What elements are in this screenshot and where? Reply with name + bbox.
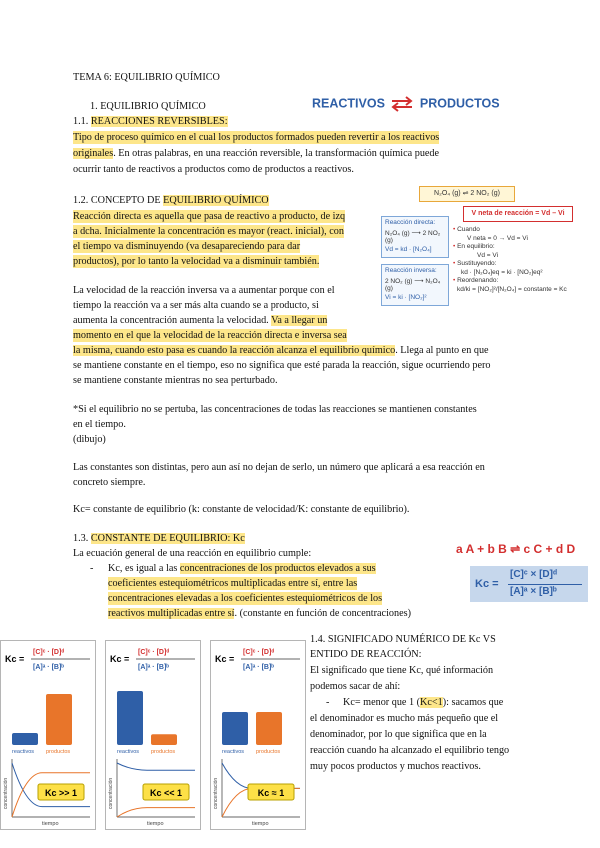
bar-label-productos: productos bbox=[151, 749, 176, 755]
panel-kc-numerator: [C]ᶜ · [D]ᵈ bbox=[138, 649, 170, 656]
kc-item-line-1 bbox=[108, 562, 376, 575]
panel-kc-label: Kc = bbox=[5, 654, 25, 664]
net-rate-box: V neta de reacción = Vd – Vi bbox=[463, 206, 573, 222]
p2-line-5-tail: . Llega al punto en que bbox=[395, 345, 489, 356]
bar-label-productos: productos bbox=[46, 749, 71, 755]
panel-kc-denominator: [A]ᵃ · [B]ᵇ bbox=[243, 664, 275, 671]
section-1-1-title: REACCIONES REVERSIBLES: bbox=[90, 116, 228, 127]
plot-y-label: concentración bbox=[108, 777, 114, 809]
kc-denominator: [A]ᵃ × [B]ᵇ bbox=[510, 586, 557, 597]
reversible-arrows-icon bbox=[390, 96, 414, 112]
kc-panel-3 bbox=[210, 640, 306, 830]
section-1-2-prefix: 1.2. CONCEPTO DE bbox=[73, 195, 164, 206]
kc-item-hl-1: concentraciones de los productos elevados a sus bbox=[179, 563, 376, 574]
panel-kc-numerator: [C]ᶜ · [D]ᵈ bbox=[243, 649, 275, 656]
p1-line-2: a dcha. Inicialmente la concentración es mayor (react. inicial), con bbox=[73, 226, 344, 237]
p1-line-3: el tiempo va disminuyendo (va desapareciendo para dar bbox=[73, 241, 301, 252]
step-1-label: Cuando bbox=[457, 226, 480, 233]
s4-bullet-line bbox=[343, 696, 503, 709]
s4-rest-1: el denominador es mucho más pequeño que el bbox=[310, 713, 499, 724]
kc-badge-label: Kc << 1 bbox=[149, 788, 183, 798]
panel-kc-label: Kc = bbox=[215, 654, 235, 664]
banner-reactivos: REACTIVOS bbox=[312, 96, 385, 111]
p2-line-3-text: aumenta la concentración aumenta la velocidad. bbox=[73, 315, 272, 326]
section-1-3-intro: La ecuación general de una reacción en equilibrio cumple: bbox=[73, 548, 312, 559]
page-title: TEMA 6: EQUILIBRIO QUÍMICO bbox=[73, 72, 220, 83]
p3-line-2: concreto siempre. bbox=[73, 477, 146, 488]
kc-panel-1 bbox=[0, 640, 96, 830]
kc-panel-1-svg bbox=[0, 640, 96, 830]
step-1-eq: V neta = 0 → Vd = Vi bbox=[467, 234, 528, 242]
bar-reactivos bbox=[12, 733, 38, 745]
kc-item-line-4 bbox=[108, 607, 411, 620]
section-1-1-number: 1.1. bbox=[73, 116, 91, 127]
s4-b1-start: Kc= menor que 1 ( bbox=[343, 697, 421, 708]
general-equation: a A + b B ⇌ c C + d D bbox=[456, 542, 576, 556]
section-1-1-line-2-rest: . En otras palabras, en una reacción reversible, la transformación química puede bbox=[113, 148, 440, 159]
p2-line-4: momento en el que la velocidad de la reacción directa e inversa sea bbox=[73, 330, 347, 341]
panel-kc-denominator: [A]ᵃ · [B]ᵇ bbox=[138, 664, 170, 671]
section-1-1-line-3: ocurrir tanto de reactivos a productos como de productos a reactivos. bbox=[73, 164, 354, 175]
s4-rest-4: muy pocos productos y muchos reactivos. bbox=[310, 761, 481, 772]
step-3-eq: kd · [N₂O₄]eq = ki · [NO₂]eq² bbox=[461, 268, 543, 276]
plot-y-label: concentración bbox=[213, 777, 219, 809]
direct-title: Reacción directa: bbox=[385, 219, 436, 226]
section-1-3-bullet: - bbox=[90, 563, 94, 574]
p2-line-3-hl: Va a llegar un bbox=[271, 315, 328, 326]
step-3: • Sustituyendo: bbox=[453, 260, 497, 267]
bar-productos bbox=[256, 712, 282, 745]
section-1-4-head-2: ENTIDO DE REACCIÓN: bbox=[310, 649, 422, 660]
bar-productos bbox=[46, 694, 72, 745]
bar-label-reactivos: reactivos bbox=[117, 749, 140, 755]
direct-reaction: N₂O₄ (g) ⟶ 2 NO₂ (g) bbox=[385, 230, 441, 244]
plot-x-label: tiempo bbox=[147, 821, 164, 827]
section-1-1-heading bbox=[73, 115, 228, 128]
note-line-1: *Si el equilibrio no se pertuba, las concentraciones de todas las reacciones se mantienen constantes bbox=[73, 404, 477, 415]
kc-formula-box bbox=[470, 566, 588, 602]
kc-panel-3-svg bbox=[210, 640, 306, 830]
s4-rest-3: reacción cuando ha alcanzado el equilibrio tengo bbox=[310, 745, 510, 756]
step-4: • Reordenando: bbox=[453, 277, 499, 284]
step-2-label: En equilibrio: bbox=[457, 243, 495, 250]
section-1-2-heading bbox=[73, 194, 269, 207]
s4-p-line-2: podemos sacar de ahí: bbox=[310, 681, 401, 692]
kc-item-line-2: coeficientes estequiométricos multiplicadas entre sí, entre las bbox=[108, 578, 358, 589]
section-1-3-heading bbox=[73, 532, 245, 545]
section-1-heading: 1. EQUILIBRIO QUÍMICO bbox=[90, 101, 206, 112]
kc-panel-2 bbox=[105, 640, 201, 830]
bar-reactivos bbox=[222, 712, 248, 745]
s4-b1-end: ): sacamos que bbox=[442, 697, 504, 708]
kinetics-steps bbox=[453, 226, 587, 294]
section-1-3-prefix: 1.3. bbox=[73, 533, 91, 544]
direct-reaction-box bbox=[381, 216, 449, 258]
inverse-reaction: 2 NO₂ (g) ⟶ N₂O₄ (g) bbox=[385, 278, 441, 292]
kc-numerator: [C]ᶜ × [D]ᵈ bbox=[510, 569, 557, 580]
section-1-3-title: CONSTANTE DE EQUILIBRIO: Kc bbox=[90, 533, 245, 544]
step-4-eq: kd/ki = [NO₂]²/[N₂O₄] = constante = Kc bbox=[457, 285, 567, 293]
p2-line-6: se mantiene constante en el tiempo, eso no significa que esté parada la reacción, sigue ocurriendo pero bbox=[73, 360, 491, 371]
s4-bullet: - bbox=[326, 697, 330, 708]
note-line-2: en el tiempo. bbox=[73, 419, 126, 430]
reactivos-productos-banner bbox=[312, 96, 500, 112]
kc-item-line-3: concentraciones elevadas a los coeficientes estequiométricos de los bbox=[108, 593, 383, 604]
s4-rest-2: denominador, por lo que significa que en la bbox=[310, 729, 487, 740]
step-3-label: Sustituyendo: bbox=[457, 260, 497, 267]
kc-item-start: Kc, es igual a las bbox=[108, 563, 180, 574]
section-1-2-title: EQUILIBRIO QUÍMICO bbox=[163, 195, 269, 206]
inverse-title: Reacción inversa: bbox=[385, 267, 437, 274]
p2-line-5 bbox=[73, 344, 489, 357]
kc-lhs: Kc = bbox=[475, 578, 499, 590]
s4-b1-hl: Kc<1 bbox=[420, 697, 443, 708]
banner-productos: PRODUCTOS bbox=[419, 96, 500, 111]
panel-kc-denominator: [A]ᵃ · [B]ᵇ bbox=[33, 664, 65, 671]
p2-line-3 bbox=[73, 314, 327, 327]
step-4-label: Reordenando: bbox=[457, 277, 499, 284]
p2-line-5-hl: la misma, cuando esto pasa es cuando la reacción alcanza el equilibrio químico bbox=[73, 345, 396, 356]
kc-item-tail: . (constante en función de concentraciones) bbox=[234, 608, 411, 619]
inverse-rate: Vi = ki · [NO₂]² bbox=[385, 294, 427, 301]
direct-rate: Vd = kd · [N₂O₄] bbox=[385, 246, 432, 253]
kc-definition: Kc= constante de equilibrio (k: constante de velocidad/K: constante de equilibrio). bbox=[73, 504, 410, 515]
bar-productos bbox=[151, 734, 177, 745]
bar-label-reactivos: reactivos bbox=[222, 749, 245, 755]
p2-line-2: tiempo la reacción va a ser más alta cuando se a producto, si bbox=[73, 300, 319, 311]
kc-fraction-bar bbox=[508, 584, 582, 585]
bar-label-productos: productos bbox=[256, 749, 281, 755]
kc-badge-label: Kc >> 1 bbox=[44, 788, 78, 798]
p2-line-7: se mantiene constante mientras no sea perturbado. bbox=[73, 375, 278, 386]
plot-x-label: tiempo bbox=[252, 821, 269, 827]
kc-badge-label: Kc ≈ 1 bbox=[257, 788, 285, 798]
p3-line-1: Las constantes son distintas, pero aun así no dejan de serlo, un número que aplicará a esa reacción en bbox=[73, 462, 485, 473]
section-1-1-line-2 bbox=[73, 147, 439, 160]
plot-y-label: concentración bbox=[3, 777, 9, 809]
panel-kc-label: Kc = bbox=[110, 654, 130, 664]
kinetics-equation: N₂O₄ (g) ⇌ 2 NO₂ (g) bbox=[419, 186, 515, 202]
kc-item-hl-4: reactivos multiplicadas entre sí bbox=[108, 608, 235, 619]
p2-line-1: La velocidad de la reacción inversa va a aumentar porque con el bbox=[73, 285, 335, 296]
p1-line-4: productos), por lo tanto la velocidad va a disminuir también. bbox=[73, 256, 320, 267]
plot-x-label: tiempo bbox=[42, 821, 59, 827]
bar-label-reactivos: reactivos bbox=[12, 749, 35, 755]
section-1-1-line-1: Tipo de proceso químico en el cual los productos formados pueden revertir a los reactivos bbox=[73, 132, 440, 143]
kc-panel-2-svg bbox=[105, 640, 201, 830]
step-2: • En equilibrio: bbox=[453, 243, 495, 250]
inverse-reaction-box bbox=[381, 264, 449, 306]
section-1-4-head-1: 1.4. SIGNIFICADO NUMÉRICO DE Kc VS bbox=[310, 634, 496, 645]
bar-reactivos bbox=[117, 691, 143, 745]
step-2-eq: Vd = Vi bbox=[477, 251, 499, 259]
p1-line-1: Reacción directa es aquella que pasa de reactivo a producto, de izq bbox=[73, 211, 346, 222]
kinetics-figure bbox=[379, 186, 589, 316]
section-1-1-line-2-hl: originales bbox=[73, 148, 114, 159]
panel-kc-numerator: [C]ᶜ · [D]ᵈ bbox=[33, 649, 65, 656]
note-line-3: (dibujo) bbox=[73, 434, 106, 445]
step-1: • Cuando bbox=[453, 226, 480, 233]
s4-p-line-1: El significado que tiene Kc, qué información bbox=[310, 665, 494, 676]
